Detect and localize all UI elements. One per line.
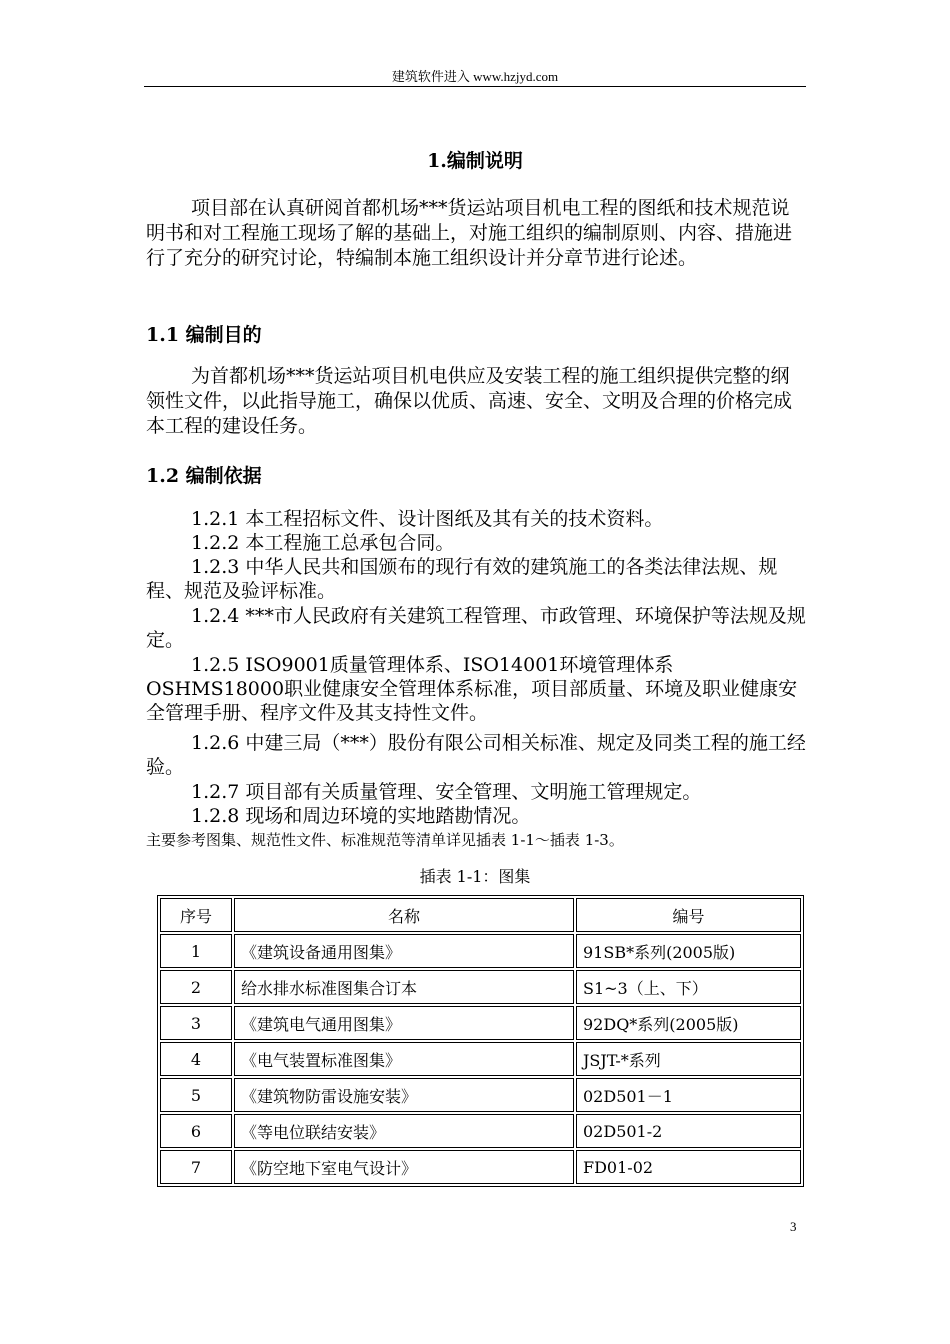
cell-name: 给水排水标准图集合订本 xyxy=(234,970,574,1004)
cell-index: 5 xyxy=(160,1078,232,1112)
cell-code: S1~3（上、下） xyxy=(576,970,801,1004)
section-1-1-paragraph xyxy=(146,364,806,439)
section-1-2-heading: 1.2 编制依据 xyxy=(146,465,262,487)
cell-code: 92DQ*系列(2005版) xyxy=(576,1006,801,1040)
header-divider xyxy=(144,86,806,87)
table-header-row xyxy=(160,898,801,932)
intro-paragraph xyxy=(146,196,806,271)
list-item-text: 1.2.4 ***市人民政府有关建筑工程管理、市政管理、环境保护等法规及规定。 xyxy=(146,605,806,651)
cell-index: 6 xyxy=(160,1114,232,1148)
section-1-1-text: 为首都机场***货运站项目机电供应及安装工程的施工组织提供完整的纲领性文件，以此指导施工，确保以优质、高速、安全、文明及合理的价格完成本工程的建设任务。 xyxy=(146,365,793,437)
cell-name: 《建筑设备通用图集》 xyxy=(234,934,574,968)
list-item xyxy=(146,780,806,804)
list-item-text: 1.2.2 本工程施工总承包合同。 xyxy=(191,532,455,554)
list-item-text: 1.2.5 ISO9001质量管理体系、ISO14001环境管理体系OSHMS18000职业健康安全管理体系标准，项目部质量、环境及职业健康安全管理手册、程序文件及其支持性文件。 xyxy=(146,654,798,724)
cell-index: 2 xyxy=(160,970,232,1004)
list-item xyxy=(146,653,806,725)
list-item xyxy=(146,731,806,779)
cell-code: 91SB*系列(2005版) xyxy=(576,934,801,968)
cell-name: 《等电位联结安装》 xyxy=(234,1114,574,1148)
intro-text: 项目部在认真研阅首都机场***货运站项目机电工程的图纸和技术规范说明书和对工程施工现场了解的基础上，对施工组织的编制原则、内容、措施进行了充分的研究讨论，特编制本施工组织设计并分章节进行论述。 xyxy=(146,197,793,269)
table-row xyxy=(160,1114,801,1148)
cell-index: 4 xyxy=(160,1042,232,1076)
page-number: 3 xyxy=(790,1219,797,1234)
cell-name: 《电气装置标准图集》 xyxy=(234,1042,574,1076)
cell-name: 《建筑物防雷设施安装》 xyxy=(234,1078,574,1112)
cell-code: 02D501-2 xyxy=(576,1114,801,1148)
list-item xyxy=(146,804,806,828)
header-cell-code: 编号 xyxy=(576,898,801,932)
list-item-text: 1.2.8 现场和周边环境的实地踏勘情况。 xyxy=(191,805,531,827)
cell-index: 1 xyxy=(160,934,232,968)
cell-code: JSJT-*系列 xyxy=(576,1042,801,1076)
table-row xyxy=(160,970,801,1004)
cell-index: 3 xyxy=(160,1006,232,1040)
cell-code: FD01-02 xyxy=(576,1150,801,1184)
table-row xyxy=(160,1042,801,1076)
cell-code: 02D501－1 xyxy=(576,1078,801,1112)
list-item-text: 1.2.1 本工程招标文件、设计图纸及其有关的技术资料。 xyxy=(191,508,664,530)
list-item xyxy=(146,507,806,531)
page-title: 1.编制说明 xyxy=(427,150,523,172)
list-item xyxy=(146,555,806,603)
list-item-text: 1.2.7 项目部有关质量管理、安全管理、文明施工管理规定。 xyxy=(191,781,702,803)
atlas-table xyxy=(157,895,804,1187)
list-item-text: 1.2.6 中建三局（***）股份有限公司相关标准、规定及同类工程的施工经验。 xyxy=(146,732,806,778)
table-row xyxy=(160,1006,801,1040)
cell-name: 《防空地下室电气设计》 xyxy=(234,1150,574,1184)
header-cell-index: 序号 xyxy=(160,898,232,932)
list-item xyxy=(146,604,806,652)
header-cell-name: 名称 xyxy=(234,898,574,932)
list-item xyxy=(146,531,806,555)
table-row xyxy=(160,1150,801,1184)
cell-index: 7 xyxy=(160,1150,232,1184)
reference-note: 主要参考图集、规范性文件、标准规范等清单详见插表 1-1～插表 1-3。 xyxy=(146,831,624,849)
list-item-text: 1.2.3 中华人民共和国颁布的现行有效的建筑施工的各类法律法规、规程、规范及验评标准。 xyxy=(146,556,778,602)
section-1-1-heading: 1.1 编制目的 xyxy=(146,324,262,346)
table-caption: 插表 1-1：图集 xyxy=(419,867,531,886)
table-row xyxy=(160,1078,801,1112)
cell-name: 《建筑电气通用图集》 xyxy=(234,1006,574,1040)
page-header: 建筑软件进入 www.hzjyd.com xyxy=(391,69,559,84)
table-row xyxy=(160,934,801,968)
